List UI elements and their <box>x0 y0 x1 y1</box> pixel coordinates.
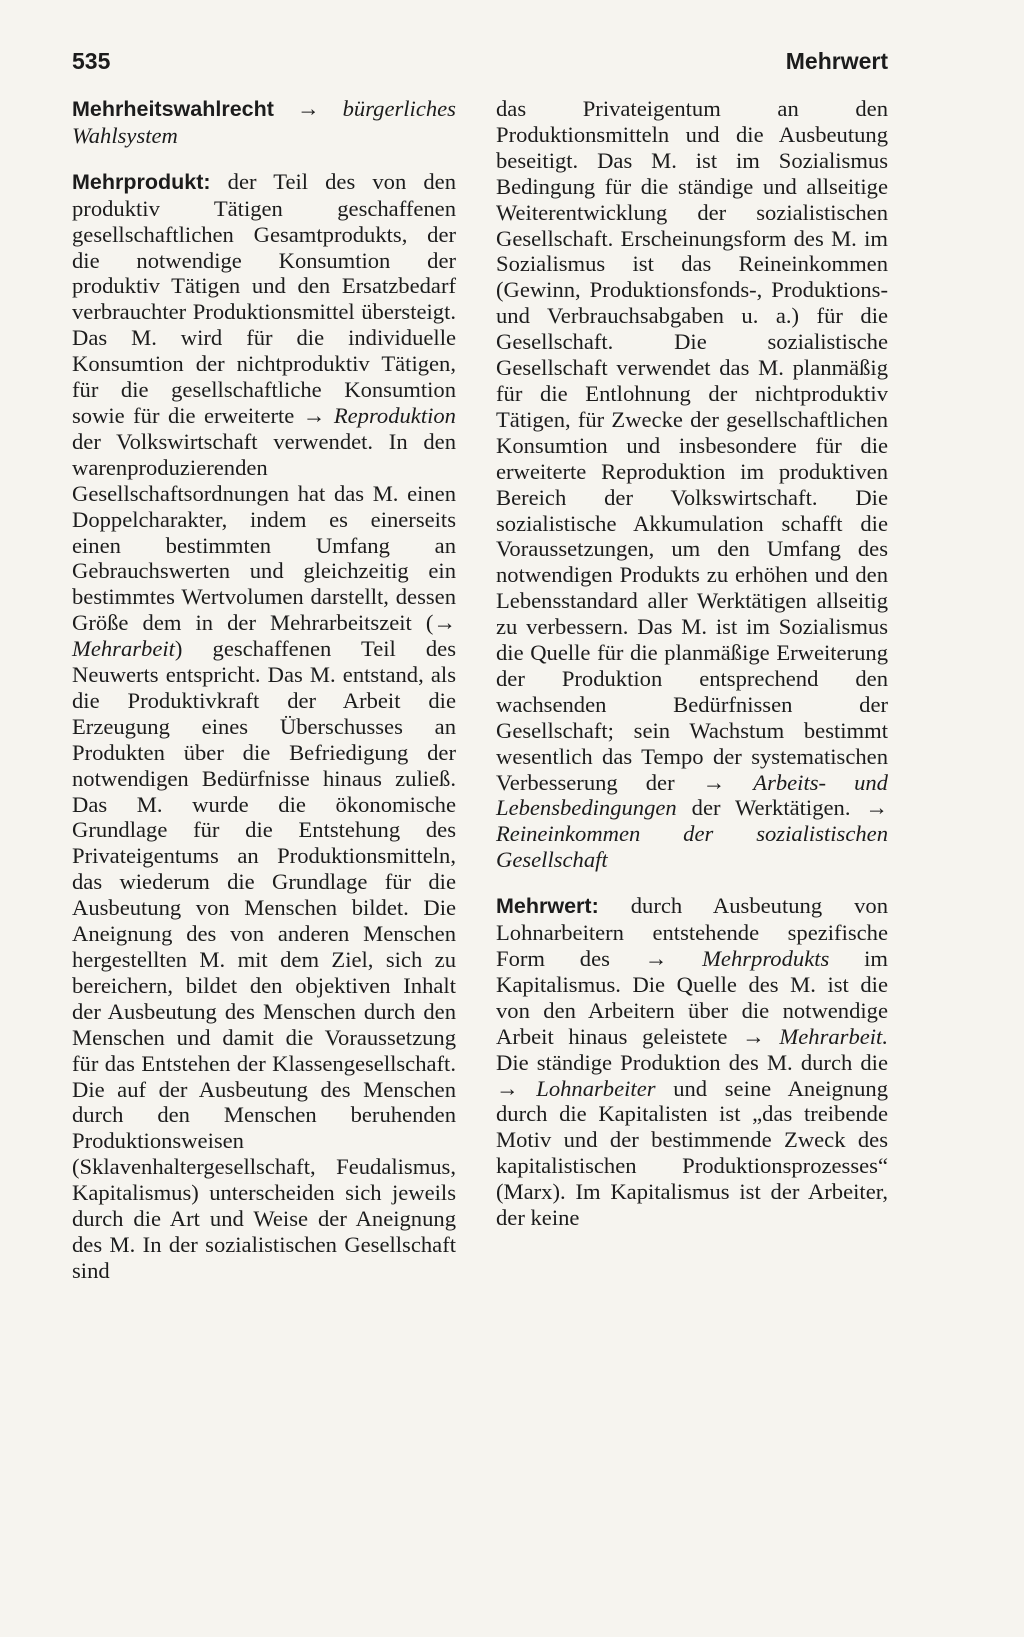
entry-text: ) geschaffenen Teil des Neuwerts entspricht. Das M. entstand, als die Produktivkraft der Arbeit die Erzeugung eines Überschusses an Produkten über die Befriedigung der notwendigen Bedürfnisse hinaus zuließ. Das M. wurde die ökonomische Grundlage für die Entstehung des Privateigentums an Produktionsmitteln, das wiederum die Grundlage für die Ausbeutung von Menschen bildet. Die Aneignung des von anderen Menschen hergestellten M. mit dem Ziel, sich zu bereichern, bildet den objektiven Inhalt der Ausbeutung des Menschen durch den Menschen und damit die Voraussetzung für das Entstehen der Klassengesellschaft. Die auf der Ausbeutung des Menschen durch den Menschen beruhenden Produktionsweisen (Sklavenhaltergesellschaft, Feudalismus, Kapitalismus) unterscheiden sich jeweils durch die Art und Weise der Aneignung des M. In der sozialistischen Gesellschaft sind <box>72 636 456 1283</box>
left-column <box>72 96 456 1304</box>
cross-reference-arrow-icon: → <box>702 769 726 795</box>
cross-reference: Mehrarbeit <box>72 636 175 662</box>
entry-text: Die ständige Produktion des M. durch die <box>496 1049 888 1075</box>
headword: Mehrheitswahlrecht <box>72 97 274 121</box>
cross-reference-arrow-icon: → <box>296 96 320 121</box>
headword: Mehrwert: <box>496 894 599 919</box>
entry-text: der Volkswirtschaft verwendet. In den warenproduzierenden Gesellschaftsordnungen hat das M. einen Doppelcharakter, indem es einerseits einen bestimmten Umfang an Gebrauchswerten und gleichzeitig ein bestimmtes Wertvolumen darstellt, dessen Größe dem in der Mehrarbeitszeit ( <box>72 428 456 636</box>
cross-reference: Lohnarbeiter <box>536 1075 656 1101</box>
cross-reference-arrow-icon: → <box>496 1075 519 1101</box>
entry-text: und seine Aneignung durch die Kapitalisten ist „das treibende Motiv und der bestimmende Zweck des kapitalistischen Produktionsprozesses“ (Marx). Im Kapitalismus ist der Arbeiter, der keine <box>496 1075 888 1231</box>
right-column <box>496 96 888 1251</box>
page-number: 535 <box>72 48 111 74</box>
cross-reference-arrow-icon: → <box>865 795 889 821</box>
cross-reference: Reproduktion <box>333 402 456 428</box>
entry-text: im Kapitalismus. Die Quelle des M. ist die von den Arbeitern über die notwendige Arbeit hinaus geleistete <box>496 946 888 1049</box>
cross-reference: Reineinkommen der sozialistischen Gesellschaft <box>496 821 888 873</box>
entry-text: das Privateigentum an den Produktionsmitteln und die Ausbeutung beseitigt. Das M. ist im Sozialismus Bedingung für die ständige und allseitige Weiterentwicklung der sozialistischen Gesellschaft. Erscheinungsform des M. im Sozialismus ist das Reineinkommen (Gewinn, Produktionsfonds-, Produktions- und Verbrauchsabgaben u. a.) für die Gesellschaft. Die sozialistische Gesellschaft verwendet das M. planmäßig für die Entlohnung der nichtproduktiv Tätigen, für Zwecke der gesellschaftlichen Konsumtion und insbesondere für die erweiterte Reproduktion im produktiven Bereich der Volkswirtschaft. Die sozialistische Akkumulation schafft die Voraussetzungen, um den Umfang des notwendigen Produkts zu erhöhen und den Lebensstandard aller Werktätigen allseitig zu verbessern. Das M. ist im Sozialismus die Quelle für die planmäßige Erweiterung der Produktion entsprechend den wachsenden Bedürfnissen der Gesellschaft; sein Wachstum bestimmt wesentlich das Tempo der systematischen Verbesserung der <box>496 96 888 795</box>
entry-mehrprodukt <box>72 169 456 1284</box>
cross-reference: Mehrprodukts <box>702 946 830 971</box>
cross-reference: Arbeits- und Lebensbedingungen <box>496 769 888 821</box>
page-header <box>72 48 888 88</box>
entry-mehrwert <box>496 893 888 1231</box>
cross-reference: bürgerliches Wahlsystem <box>72 96 456 148</box>
entry-text: der Teil des von den produktiv Tätigen geschaffenen gesellschaftlichen Gesamtprodukts, der die notwendige Konsumtion der produktiv Tätigen und den Ersatzbedarf verbrauchter Produktionsmittel übersteigt. Das M. wird für die individuelle Konsumtion der nichtproduktiv Tätigen, für die gesellschaftliche Konsumtion sowie für die erweiterte <box>72 168 456 428</box>
running-head: Mehrwert <box>785 48 888 74</box>
cross-reference-arrow-icon: → <box>302 402 326 428</box>
headword: Mehrprodukt: <box>72 169 211 194</box>
entry-mehrprodukt-continued <box>496 96 888 873</box>
entry-text: durch Ausbeutung von Lohnarbeitern entstehende spezifische Form des <box>496 893 888 971</box>
cross-reference-arrow-icon: → <box>433 610 456 636</box>
cross-reference-arrow-icon: → <box>742 1023 765 1049</box>
cross-reference-arrow-icon: → <box>644 946 668 971</box>
entry-text: der Werktätigen. <box>691 795 851 821</box>
entry-mehrheitswahlrecht <box>72 96 456 149</box>
cross-reference: Mehrarbeit. <box>779 1023 888 1049</box>
